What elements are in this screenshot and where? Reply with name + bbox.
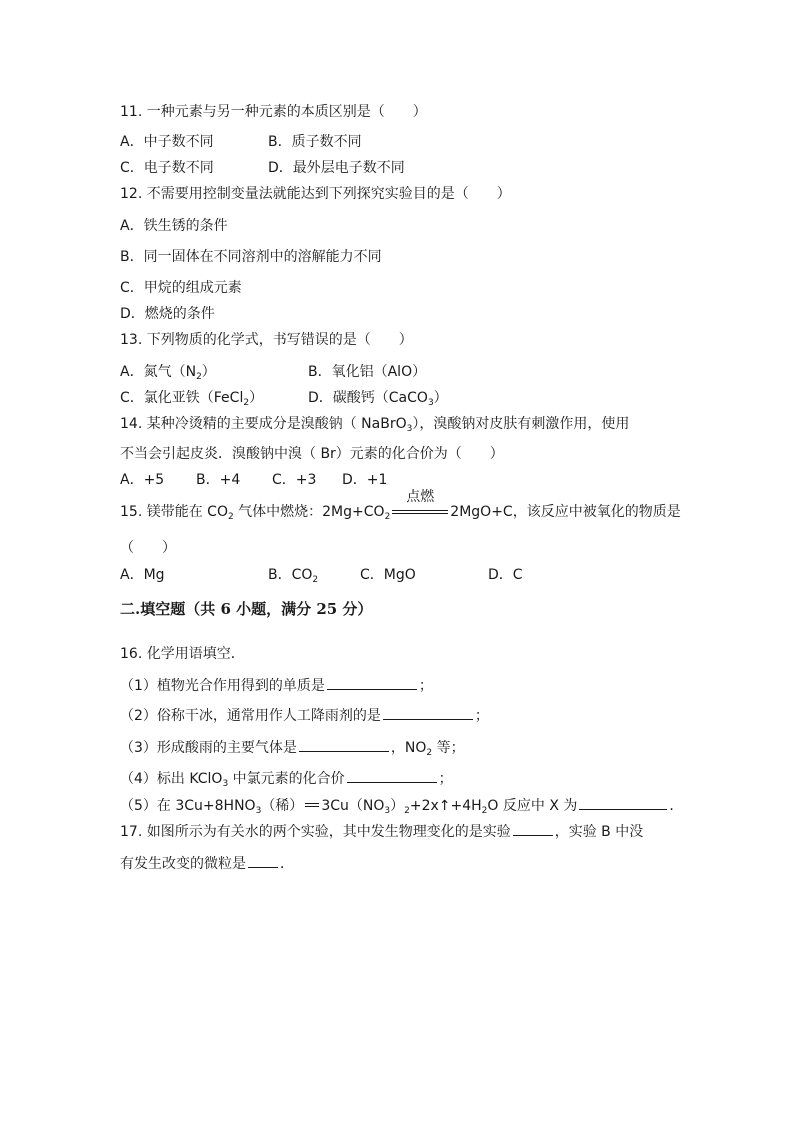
q14-option-b: B．+4 bbox=[196, 472, 241, 488]
answer-blank[interactable] bbox=[579, 795, 667, 810]
q14-option-d: D．+1 bbox=[342, 472, 388, 488]
q17-line2: 有发生改变的微粒是 ． bbox=[120, 853, 294, 874]
q16-item-2: （2）俗称干冰，通常用作人工降雨剂的是 ； bbox=[120, 705, 489, 726]
q11-option-a: A．中子数不同 bbox=[120, 134, 214, 150]
q16-item-5: （5）在 $3Cu+8HNO_3$（稀） $3Cu(NO_3)_2+2x↑+4H_2O$ 反应中 X 为 ． bbox=[120, 795, 683, 821]
q15-option-c: C．MgO bbox=[360, 567, 416, 583]
answer-blank[interactable] bbox=[299, 737, 389, 752]
q14-stem-line1: 14. 某种冷烫精的主要成分是溴酸钠（ NaBrO$_3$），溴酸钠对皮肤有刺激作用，使用 bbox=[120, 416, 630, 434]
q12-stem: 12. 不需要用控制变量法就能达到下列探究实验目的是（ ） bbox=[120, 186, 511, 202]
reaction-condition: 点燃 bbox=[390, 502, 450, 522]
q15-answer-paren: （ ） bbox=[120, 540, 176, 556]
q15-option-a: A．Mg bbox=[120, 567, 165, 583]
q12-option-b: B．同一固体在不同溶剂中的溶解能力不同 bbox=[120, 249, 382, 265]
answer-blank[interactable] bbox=[513, 821, 553, 836]
q13-option-d: D．碳酸钙（CaCO$_3$） bbox=[308, 390, 448, 408]
answer-blank[interactable] bbox=[327, 675, 417, 690]
q11-option-b: B．质子数不同 bbox=[268, 134, 362, 150]
q13-option-c: C．氯化亚铁（FeCl$_2$） bbox=[120, 390, 264, 408]
answer-blank[interactable] bbox=[347, 768, 437, 783]
q11-option-c: C．电子数不同 bbox=[120, 160, 214, 176]
q12-option-d: D．燃烧的条件 bbox=[120, 306, 215, 322]
q15-option-d: D．C bbox=[488, 567, 523, 583]
q11-stem: 11. 一种元素与另一种元素的本质区别是（ ） bbox=[120, 104, 427, 120]
q13-option-a: A．氮气$(N_2)$ bbox=[120, 364, 216, 382]
q11-option-d: D．最外层电子数不同 bbox=[268, 160, 405, 176]
q12-option-a: A．铁生锈的条件 bbox=[120, 218, 228, 234]
q15-stem: 15. 镁带能在 $CO_2$ 气体中燃烧：$2Mg+CO_2$ 点燃 2MgO+C，该反应中被氧化的物质是 bbox=[120, 489, 681, 522]
q16-item-1: （1）植物光合作用得到的单质是 ； bbox=[120, 675, 433, 696]
answer-blank[interactable] bbox=[248, 853, 278, 868]
section-title: 二.填空题（共 6 小题，满分 25 分） bbox=[120, 600, 373, 618]
q12-option-c: C．甲烷的组成元素 bbox=[120, 280, 242, 296]
q14-option-a: A．+5 bbox=[120, 472, 165, 488]
q17-line1: 17. 如图所示为有关水的两个实验，其中发生物理变化的是实验 ，实验 B 中没 bbox=[120, 821, 643, 842]
equals-sign bbox=[303, 801, 321, 811]
q16-item-4: （4）标出 KClO$_3$ 中氯元素的化合价 ； bbox=[120, 768, 453, 794]
q14-option-c: C．+3 bbox=[272, 472, 317, 488]
answer-blank[interactable] bbox=[383, 705, 473, 720]
q13-option-b: B．氧化铝（AlO） bbox=[308, 364, 427, 380]
q13-stem: 13. 下列物质的化学式，书写错误的是（ ） bbox=[120, 332, 413, 348]
q15-option-b: B．$CO_2$ bbox=[268, 567, 319, 585]
q16-stem: 16. 化学用语填空． bbox=[120, 646, 245, 662]
q14-stem-line2: 不当会引起皮炎．溴酸钠中溴（ Br）元素的化合价为（ ） bbox=[120, 446, 504, 462]
q16-item-3: （3）形成酸雨的主要气体是 ，$NO_2$ 等； bbox=[120, 737, 465, 763]
